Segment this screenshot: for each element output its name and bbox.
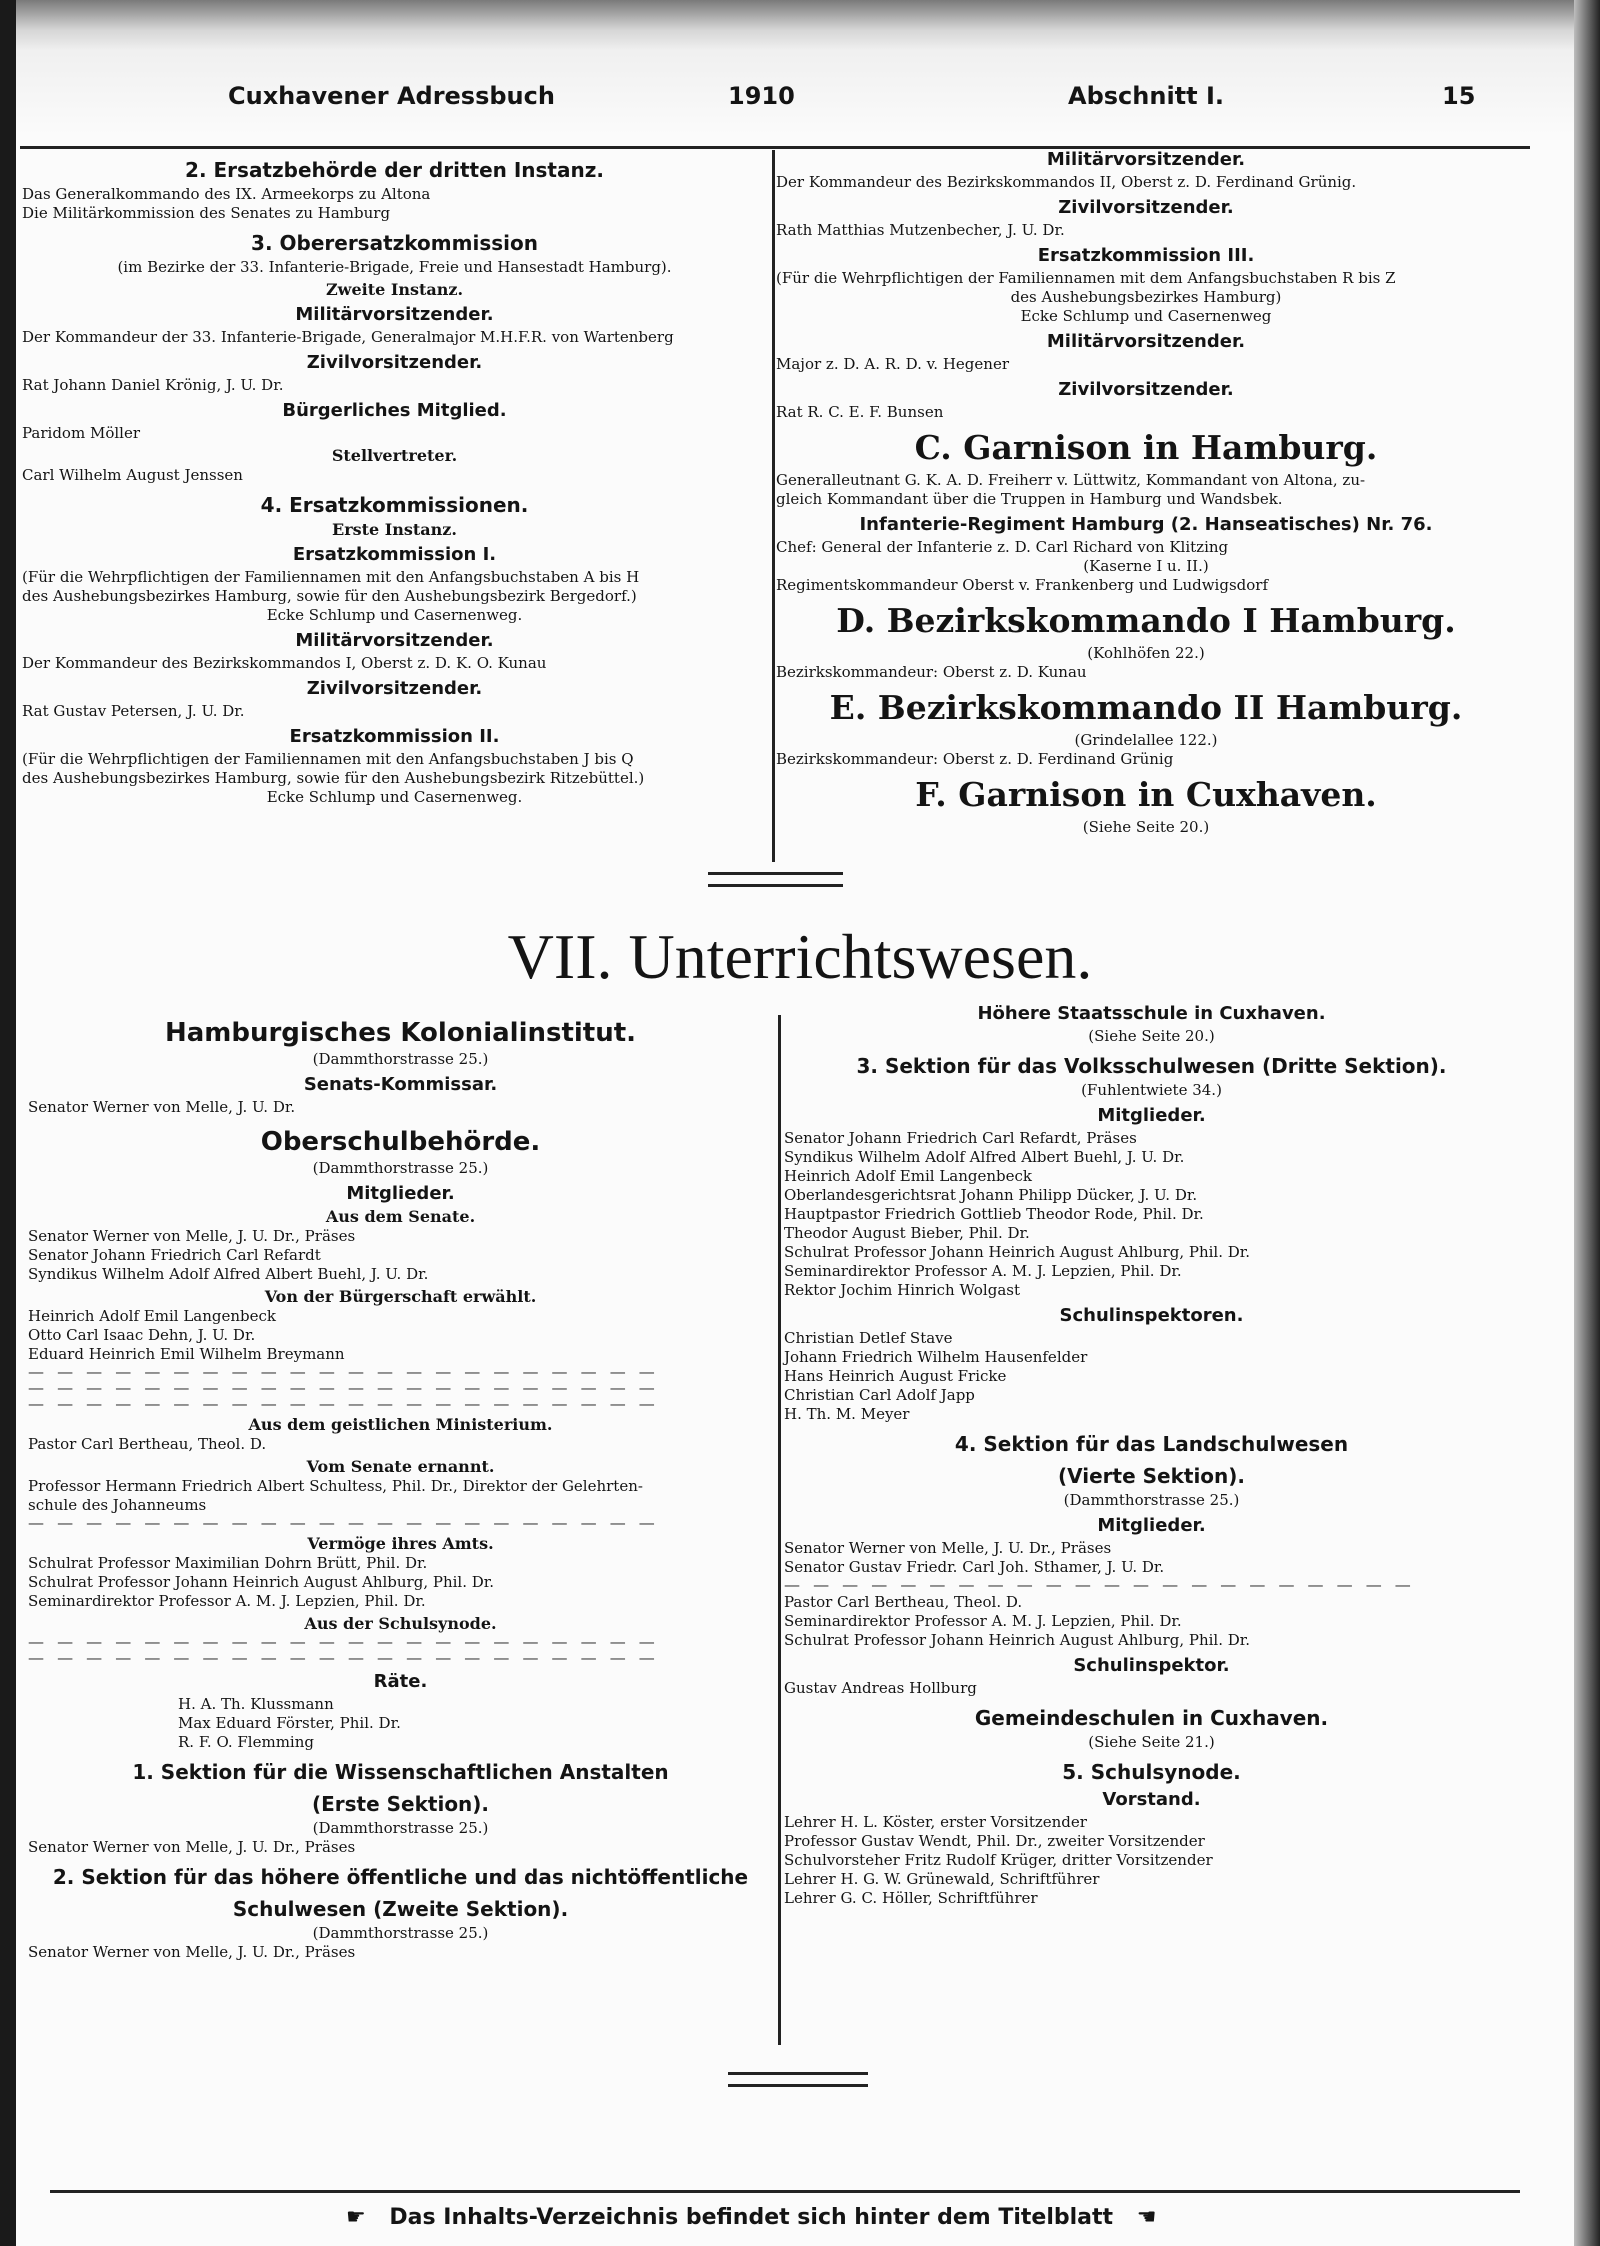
entry-line: Christian Detlef Stave xyxy=(784,1329,953,1347)
section-heading: Gemeindeschulen in Cuxhaven. xyxy=(974,1706,1329,1730)
section-heading: Oberschulbehörde. xyxy=(260,1127,541,1157)
section-heading: (Vierte Sektion). xyxy=(1057,1464,1246,1488)
entry-line: des Aushebungsbezirkes Hamburg, sowie für den Aushebungsbezirk Bergedorf.) xyxy=(22,587,637,605)
footer-text: Das Inhalts-Verzeichnis befindet sich hinter dem Titelblatt xyxy=(389,2205,1114,2230)
entry-line: Pastor Carl Bertheau, Theol. D. xyxy=(784,1593,1023,1611)
subheading: Von der Bürgerschaft erwählt. xyxy=(264,1287,537,1306)
entry-line: schule des Johanneums xyxy=(28,1496,207,1514)
placeholder-dashes: — — — — — — — — — — — — — — — — — — — — — — xyxy=(28,1648,659,1667)
left-column-bottom xyxy=(28,1008,773,1962)
entry-line: Johann Friedrich Wilhelm Hausenfelder xyxy=(784,1348,1088,1366)
section-heading: 4. Sektion für das Landschulwesen xyxy=(954,1432,1349,1456)
entry-line: Heinrich Adolf Emil Langenbeck xyxy=(784,1167,1033,1185)
section-heading: Ersatzkommission III. xyxy=(1037,245,1255,266)
section-heading: Mitglieder. xyxy=(346,1183,455,1204)
subheading: Aus dem Senate. xyxy=(325,1207,476,1226)
centered-note: (Dammthorstrasse 25.) xyxy=(312,1924,489,1942)
section-heading: Räte. xyxy=(373,1671,428,1692)
section-heading: Militärvorsitzender. xyxy=(1046,149,1246,170)
entry-line: Senator Werner von Melle, J. U. Dr. xyxy=(28,1098,296,1116)
subheading: Erste Instanz. xyxy=(332,520,457,539)
centered-note: (Siehe Seite 20.) xyxy=(1082,818,1210,836)
subheading: Vermöge ihres Amts. xyxy=(307,1534,494,1553)
entry-line: R. F. O. Flemming xyxy=(178,1733,314,1751)
entry-line: des Aushebungsbezirkes Hamburg, sowie für den Aushebungsbezirk Ritzebüttel.) xyxy=(22,769,645,787)
entry-line: Professor Gustav Wendt, Phil. Dr., zweiter Vorsitzender xyxy=(784,1832,1205,1850)
entry-line: Generalleutnant G. K. A. D. Freiherr v. Lüttwitz, Kommandant von Altona, zu- xyxy=(776,471,1366,489)
right-column-top xyxy=(776,144,1516,837)
entry-line: Syndikus Wilhelm Adolf Alfred Albert Buehl, J. U. Dr. xyxy=(28,1265,429,1283)
subheading: Aus dem geistlichen Ministerium. xyxy=(248,1415,553,1434)
centered-note: (Siehe Seite 21.) xyxy=(1088,1733,1215,1751)
subheading: Vom Senate ernannt. xyxy=(306,1457,495,1476)
entry-line: Seminardirektor Professor A. M. J. Lepzien, Phil. Dr. xyxy=(784,1262,1182,1280)
entry-line: Senator Werner von Melle, J. U. Dr., Präses xyxy=(28,1838,356,1856)
entry-line: Gustav Andreas Hollburg xyxy=(784,1679,977,1697)
section-heading: Ersatzkommission I. xyxy=(292,544,497,565)
pointing-hand-left-icon: ☛ xyxy=(346,2205,366,2230)
centered-note: (Dammthorstrasse 25.) xyxy=(312,1159,489,1177)
section-heading: Zivilvorsitzender. xyxy=(306,352,483,373)
entry-line: Lehrer G. C. Höller, Schriftführer xyxy=(784,1889,1038,1907)
footer-note xyxy=(346,2205,1246,2230)
page-header xyxy=(228,82,1476,122)
entry-line: Der Kommandeur der 33. Infanterie-Brigade, Generalmajor M.H.F.R. von Wartenberg xyxy=(22,328,674,346)
section-heading: Zivilvorsitzender. xyxy=(1058,379,1234,400)
section-heading: Höhere Staatsschule in Cuxhaven. xyxy=(977,1003,1326,1024)
entry-line: Theodor August Bieber, Phil. Dr. xyxy=(784,1224,1030,1242)
end-divider xyxy=(728,2072,868,2087)
entry-line: Paridom Möller xyxy=(22,424,140,442)
entry-line: H. Th. M. Meyer xyxy=(784,1405,910,1423)
entry-line: Bezirkskommandeur: Oberst z. D. Kunau xyxy=(776,663,1087,681)
entry-line: Hans Heinrich August Fricke xyxy=(784,1367,1007,1385)
entry-line: Senator Werner von Melle, J. U. Dr., Präses xyxy=(28,1943,356,1961)
section-heading-large: E. Bezirkskommando II Hamburg. xyxy=(829,688,1463,727)
centered-note: (Fuhlentwiete 34.) xyxy=(1081,1081,1222,1099)
column-divider-top xyxy=(772,150,775,862)
section-divider xyxy=(708,872,843,887)
entry-line: Senator Werner von Melle, J. U. Dr., Präses xyxy=(28,1227,356,1245)
section-heading: 5. Schulsynode. xyxy=(1062,1760,1241,1784)
entry-line: Rath Matthias Mutzenbecher, J. U. Dr. xyxy=(776,221,1065,239)
placeholder-dashes: — — — — — — — — — — — — — — — — — — — — — — xyxy=(28,1394,659,1413)
subheading: Aus der Schulsynode. xyxy=(304,1614,497,1633)
centered-note: (Kaserne I u. II.) xyxy=(1083,557,1209,575)
subheading: Zweite Instanz. xyxy=(325,280,464,299)
placeholder-dashes: — — — — — — — — — — — — — — — — — — — — — — xyxy=(28,1513,659,1532)
section-heading: 4. Ersatzkommissionen. xyxy=(260,493,529,517)
centered-note: (Dammthorstrasse 25.) xyxy=(312,1819,489,1837)
placeholder-dashes: — — — — — — — — — — — — — — — — — — — — — — xyxy=(28,1632,659,1651)
chapter-title: VII. Unterrichtswesen. xyxy=(507,921,1093,992)
section-heading-large: C. Garnison in Hamburg. xyxy=(914,428,1378,467)
centered-note: Ecke Schlump und Casernenweg xyxy=(1020,307,1272,325)
section-heading: Militärvorsitzender. xyxy=(1046,331,1246,352)
placeholder-dashes: — — — — — — — — — — — — — — — — — — — — — — xyxy=(28,1362,659,1381)
left-column-top xyxy=(22,150,767,807)
entry-line: H. A. Th. Klussmann xyxy=(178,1695,334,1713)
section-heading: Senats-Kommissar. xyxy=(303,1074,498,1095)
centered-note: Ecke Schlump und Casernenweg. xyxy=(266,606,523,624)
entry-line: Schulvorsteher Fritz Rudolf Krüger, dritter Vorsitzender xyxy=(784,1851,1213,1869)
entry-line: Heinrich Adolf Emil Langenbeck xyxy=(28,1307,277,1325)
entry-line: Oberlandesgerichtsrat Johann Philipp Dücker, J. U. Dr. xyxy=(784,1186,1198,1204)
entry-line: Senator Johann Friedrich Carl Refardt xyxy=(28,1246,321,1264)
centered-note: (Siehe Seite 20.) xyxy=(1088,1027,1215,1045)
entry-line: Hauptpastor Friedrich Gottlieb Theodor Rode, Phil. Dr. xyxy=(784,1205,1204,1223)
centered-note: Ecke Schlump und Casernenweg. xyxy=(266,788,523,806)
entry-line: (Für die Wehrpflichtigen der Familiennamen mit den Anfangsbuchstaben A bis H xyxy=(22,568,640,586)
section-heading: 3. Oberersatzkommission xyxy=(251,231,538,255)
section-heading: Mitglieder. xyxy=(1097,1515,1206,1536)
centered-note: (Dammthorstrasse 25.) xyxy=(1063,1491,1240,1509)
header-section: Abschnitt I. xyxy=(1068,82,1225,110)
entry-line: Bezirkskommandeur: Oberst z. D. Ferdinand Grünig xyxy=(776,750,1174,768)
section-heading: Zivilvorsitzender. xyxy=(306,678,483,699)
entry-line: Lehrer H. L. Köster, erster Vorsitzender xyxy=(784,1813,1087,1831)
section-heading: Mitglieder. xyxy=(1097,1105,1206,1126)
entry-line: Das Generalkommando des IX. Armeekorps zu Altona xyxy=(22,185,431,203)
centered-note: des Aushebungsbezirkes Hamburg) xyxy=(1010,288,1282,306)
section-heading-large: F. Garnison in Cuxhaven. xyxy=(915,775,1377,814)
entry-line: Rat Gustav Petersen, J. U. Dr. xyxy=(22,702,245,720)
entry-line: Der Kommandeur des Bezirkskommandos I, Oberst z. D. K. O. Kunau xyxy=(22,654,547,672)
entry-line: Rat Johann Daniel Krönig, J. U. Dr. xyxy=(22,376,284,394)
section-heading: (Erste Sektion). xyxy=(311,1792,490,1816)
placeholder-dashes: — — — — — — — — — — — — — — — — — — — — — — xyxy=(28,1378,659,1397)
entry-line: Syndikus Wilhelm Adolf Alfred Albert Buehl, J. U. Dr. xyxy=(784,1148,1185,1166)
section-heading: Schulinspektoren. xyxy=(1059,1305,1244,1326)
entry-line: Lehrer H. G. W. Grünewald, Schriftführer xyxy=(784,1870,1100,1888)
entry-line: Seminardirektor Professor A. M. J. Lepzien, Phil. Dr. xyxy=(784,1612,1182,1630)
header-year: 1910 xyxy=(728,82,795,110)
entry-line: Rektor Jochim Hinrich Wolgast xyxy=(784,1281,1020,1299)
entry-line: Die Militärkommission des Senates zu Hamburg xyxy=(22,204,391,222)
entry-line: Chef: General der Infanterie z. D. Carl Richard von Klitzing xyxy=(776,538,1229,556)
entry-line: (Für die Wehrpflichtigen der Familiennamen mit dem Anfangsbuchstaben R bis Z xyxy=(776,269,1396,287)
footer-rule xyxy=(50,2190,1520,2193)
entry-line: Regimentskommandeur Oberst v. Frankenberg und Ludwigsdorf xyxy=(776,576,1269,594)
entry-line: Otto Carl Isaac Dehn, J. U. Dr. xyxy=(28,1326,256,1344)
section-heading: 3. Sektion für das Volksschulwesen (Dritte Sektion). xyxy=(856,1054,1447,1078)
entry-line: Seminardirektor Professor A. M. J. Lepzien, Phil. Dr. xyxy=(28,1592,426,1610)
section-heading: 2. Sektion für das höhere öffentliche und das nichtöffentliche xyxy=(52,1865,749,1889)
entry-line: Senator Johann Friedrich Carl Refardt, Präses xyxy=(784,1129,1137,1147)
section-heading: 1. Sektion für die Wissenschaftlichen Anstalten xyxy=(132,1760,669,1784)
pointing-hand-right-icon: ☚ xyxy=(1136,2205,1157,2230)
scan-edge-right xyxy=(1574,0,1600,2246)
centered-note: (Dammthorstrasse 25.) xyxy=(312,1050,489,1068)
entry-line: gleich Kommandant über die Truppen in Hamburg und Wandsbek. xyxy=(776,490,1283,508)
entry-line: Schulrat Professor Johann Heinrich August Ahlburg, Phil. Dr. xyxy=(28,1573,495,1591)
header-title: Cuxhavener Adressbuch xyxy=(228,82,555,110)
header-page-number: 15 xyxy=(1442,82,1476,110)
entry-line: Carl Wilhelm August Jenssen xyxy=(22,466,243,484)
section-heading: Militärvorsitzender. xyxy=(295,630,494,651)
section-heading: Infanterie-Regiment Hamburg (2. Hanseatisches) Nr. 76. xyxy=(859,514,1433,535)
section-heading: Vorstand. xyxy=(1102,1789,1201,1810)
entry-line: Senator Werner von Melle, J. U. Dr., Präses xyxy=(784,1539,1112,1557)
section-heading: Zivilvorsitzender. xyxy=(1058,197,1234,218)
section-heading: Militärvorsitzender. xyxy=(295,304,494,325)
entry-line: Major z. D. A. R. D. v. Hegener xyxy=(776,355,1009,373)
entry-line: Eduard Heinrich Emil Wilhelm Breymann xyxy=(28,1345,345,1363)
scan-edge-left xyxy=(0,0,16,2246)
section-heading: Schulwesen (Zweite Sektion). xyxy=(232,1897,569,1921)
section-heading-large: D. Bezirkskommando I Hamburg. xyxy=(836,601,1456,640)
section-heading: Bürgerliches Mitglied. xyxy=(282,400,507,421)
section-heading: 2. Ersatzbehörde der dritten Instanz. xyxy=(185,158,604,182)
section-heading: Ersatzkommission II. xyxy=(289,726,500,747)
entry-line: Christian Carl Adolf Japp xyxy=(784,1386,975,1404)
placeholder-dashes: — — — — — — — — — — — — — — — — — — — — — — xyxy=(784,1575,1415,1594)
entry-line: Schulrat Professor Johann Heinrich August Ahlburg, Phil. Dr. xyxy=(784,1631,1251,1649)
entry-line: Schulrat Professor Maximilian Dohrn Brütt, Phil. Dr. xyxy=(28,1554,428,1572)
entry-line: Max Eduard Förster, Phil. Dr. xyxy=(178,1714,401,1732)
centered-note: (Grindelallee 122.) xyxy=(1074,731,1218,749)
column-divider-bottom xyxy=(778,1015,781,2045)
right-column-bottom xyxy=(784,998,1519,1908)
subheading: Stellvertreter. xyxy=(331,446,458,465)
entry-line: Pastor Carl Bertheau, Theol. D. xyxy=(28,1435,267,1453)
entry-line: Schulrat Professor Johann Heinrich August Ahlburg, Phil. Dr. xyxy=(784,1243,1251,1261)
entry-line: Professor Hermann Friedrich Albert Schultess, Phil. Dr., Direktor der Gelehrten- xyxy=(28,1477,643,1495)
centered-note: (Kohlhöfen 22.) xyxy=(1087,644,1205,662)
centered-note: (im Bezirke der 33. Infanterie-Brigade, Freie und Hansestadt Hamburg). xyxy=(117,258,672,276)
entry-line: (Für die Wehrpflichtigen der Familiennamen mit den Anfangsbuchstaben J bis Q xyxy=(22,750,634,768)
entry-line: Senator Gustav Friedr. Carl Joh. Sthamer, J. U. Dr. xyxy=(784,1558,1165,1576)
section-heading: Hamburgisches Kolonialinstitut. xyxy=(164,1018,637,1048)
entry-line: Rat R. C. E. F. Bunsen xyxy=(776,403,944,421)
section-heading: Schulinspektor. xyxy=(1073,1655,1230,1676)
scan-edge-top xyxy=(0,0,1600,50)
entry-line: Der Kommandeur des Bezirkskommandos II, Oberst z. D. Ferdinand Grünig. xyxy=(776,173,1357,191)
